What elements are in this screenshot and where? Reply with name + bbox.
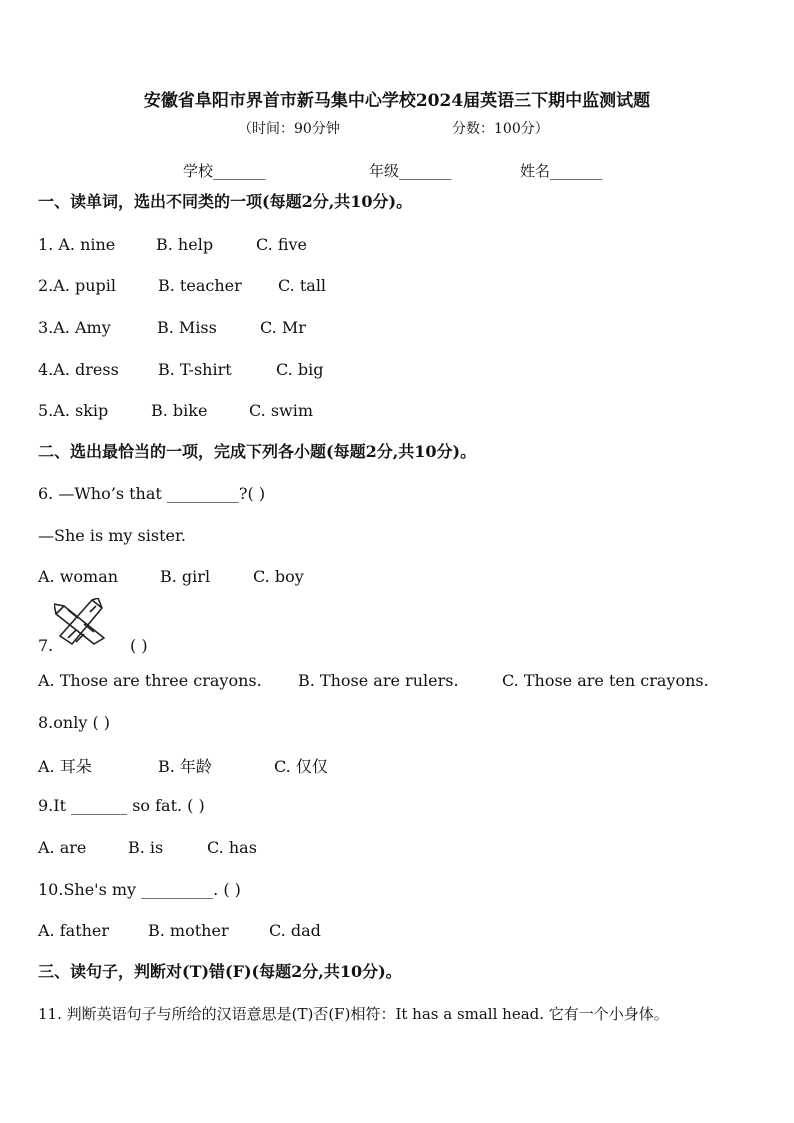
question-9-stem: 9.It _______ so fat. ( ) bbox=[38, 796, 205, 815]
question-7-number: 7. bbox=[38, 636, 54, 655]
question-7-paren: ( ) bbox=[130, 636, 148, 655]
option-b: B. Those are rulers. bbox=[298, 671, 459, 690]
option-a: 5.A. skip bbox=[38, 401, 109, 420]
option-b: B. teacher bbox=[158, 276, 242, 295]
question-11-stem: 11. 判断英语句子与所给的汉语意思是(T)否(F)相符：It has a small head. 它有一个小身体。 bbox=[38, 1005, 669, 1023]
option-a: A. woman bbox=[38, 567, 119, 586]
option-a: A. father bbox=[38, 921, 110, 940]
option-c: C. dad bbox=[269, 921, 321, 940]
option-a: A. are bbox=[38, 838, 87, 857]
school-field[interactable]: 学校_______ bbox=[183, 162, 266, 180]
option-a: 2.A. pupil bbox=[38, 276, 117, 295]
option-c: C. Those are ten crayons. bbox=[502, 671, 709, 690]
question-6-response: —She is my sister. bbox=[38, 526, 186, 545]
option-b: B. Miss bbox=[157, 318, 217, 337]
question-6-stem: 6. —Who’s that _________?( ) bbox=[38, 484, 266, 503]
name-field[interactable]: 姓名_______ bbox=[520, 162, 603, 180]
option-b: B. T-shirt bbox=[158, 360, 232, 379]
option-b: B. mother bbox=[148, 921, 229, 940]
option-c: C. Mr bbox=[260, 318, 306, 337]
question-10-stem: 10.She's my _________. ( ) bbox=[38, 880, 241, 899]
option-a: A. Those are three crayons. bbox=[38, 671, 262, 690]
section-2-heading: 二、选出最恰当的一项，完成下列各小题(每题2分,共10分)。 bbox=[38, 442, 477, 461]
option-b: B. bike bbox=[151, 401, 208, 420]
option-a: 1. A. nine bbox=[38, 235, 116, 254]
crayons-icon bbox=[54, 598, 116, 648]
section-1-heading: 一、读单词，选出不同类的一项(每题2分,共10分)。 bbox=[38, 192, 413, 211]
time-limit: （时间：90分钟 bbox=[238, 121, 340, 137]
option-c: C. big bbox=[276, 360, 324, 379]
total-score: 分数：100分） bbox=[452, 121, 549, 137]
option-c: C. swim bbox=[249, 401, 314, 420]
option-a: 4.A. dress bbox=[38, 360, 119, 379]
option-b: B. 年龄 bbox=[158, 757, 212, 776]
option-c: C. tall bbox=[278, 276, 327, 295]
option-c: C. has bbox=[207, 838, 257, 857]
option-a: 3.A. Amy bbox=[38, 318, 111, 337]
option-b: B. is bbox=[128, 838, 164, 857]
option-c: C. boy bbox=[253, 567, 304, 586]
section-3-heading: 三、读句子，判断对(T)错(F)(每题2分,共10分)。 bbox=[38, 962, 402, 981]
grade-field[interactable]: 年级_______ bbox=[369, 162, 452, 180]
page-title: 安徽省阜阳市界首市新马集中心学校2024届英语三下期中监测试题 bbox=[143, 91, 651, 111]
option-b: B. girl bbox=[160, 567, 211, 586]
option-c: C. five bbox=[256, 235, 308, 254]
option-c: C. 仅仅 bbox=[274, 757, 328, 776]
option-a: A. 耳朵 bbox=[38, 757, 92, 776]
option-b: B. help bbox=[156, 235, 214, 254]
question-8-stem: 8.only ( ) bbox=[38, 713, 111, 732]
